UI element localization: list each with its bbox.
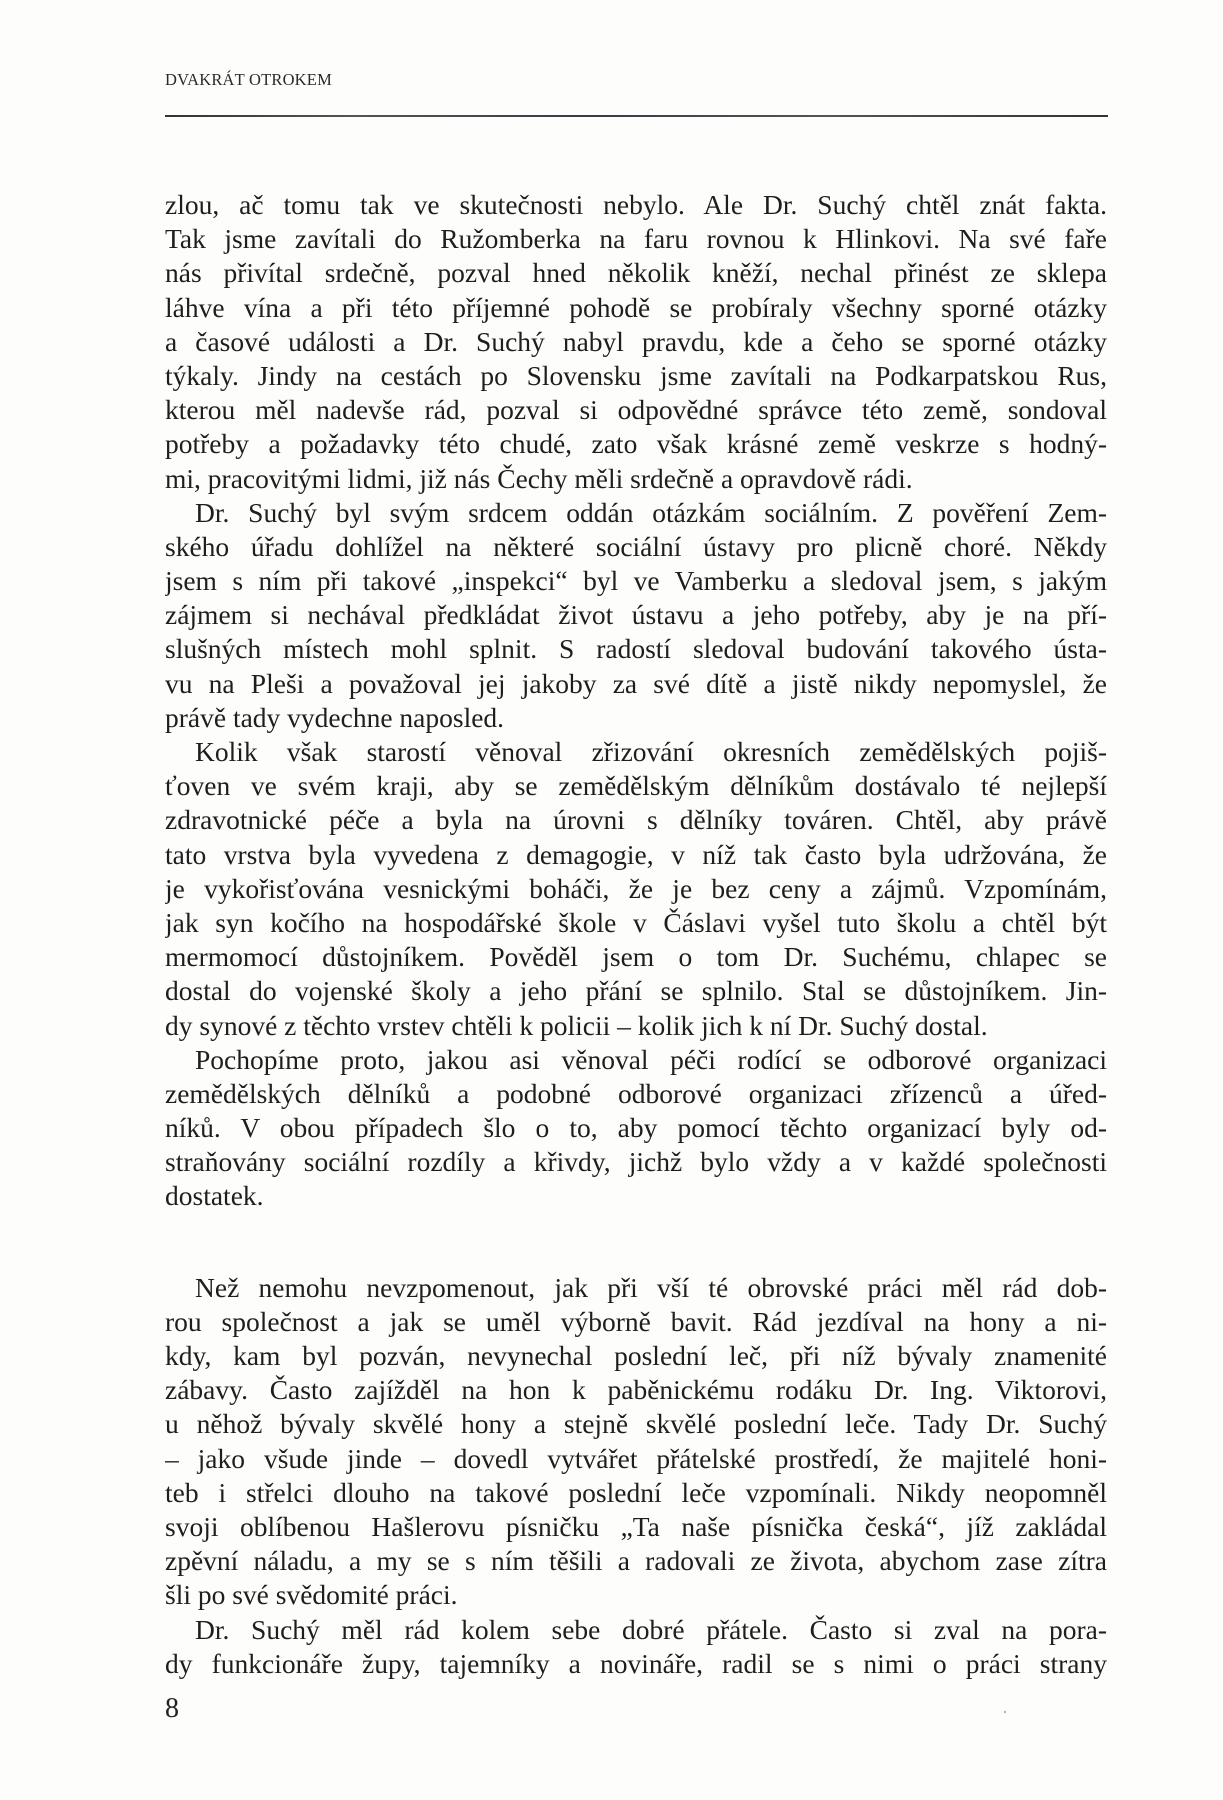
text-line: a časové události a Dr. Suchý nabyl pravdu, kde a čeho se sporné otázky [165, 325, 1107, 357]
text-line: zlou, ač tomu tak ve skutečnosti nebylo. Ale Dr. Suchý chtěl znát fakta. [165, 189, 1107, 220]
running-head: DVAKRÁT OTROKEM [165, 70, 332, 89]
text-line: rou společnost a jak se uměl výborně bavit. Rád jezdíval na hony a ni- [165, 1305, 1107, 1337]
text-line: ťoven ve svém kraji, aby se zemědělským dělníkům dostávalo té nejlepší [165, 770, 1107, 802]
text-line: Tak jsme zavítali do Ružomberka na faru rovnou k Hlinkovi. Na své faře [165, 223, 1107, 255]
text-line: šli po své svědomité práci. [165, 1579, 458, 1611]
text-line: slušných místech mohl splnit. S radostí sledoval budování takového ústa- [165, 633, 1107, 665]
text-line: mermomocí důstojníkem. Pověděl jsem o tom Dr. Suchému, chlapec se [165, 941, 1107, 973]
paragraph [165, 735, 1107, 1043]
text-line: potřeby a požadavky této chudé, zato však krásné země veskrze s hodný- [165, 428, 1107, 460]
text-line: Než nemohu nevzpomenout, jak při vší té obrovské práci měl rád dob- [195, 1271, 1107, 1303]
paragraph [165, 496, 1107, 735]
text-line: zdravotnické péče a byla na úrovni s dělníky továren. Chtěl, aby právě [165, 804, 1107, 836]
page-number: 8 [165, 1693, 179, 1724]
text-line: dostal do vojenské školy a jeho přání se splnilo. Stal se důstojníkem. Jin- [165, 975, 1107, 1007]
text-line: Dr. Suchý byl svým srdcem oddán otázkám sociálním. Z pověření Zem- [195, 496, 1107, 528]
header-rule [165, 115, 1108, 117]
text-line: straňovány sociální rozdíly a křivdy, jichž bylo vždy a v každé společnosti [165, 1146, 1107, 1178]
text-line: níků. V obou případech šlo o to, aby pomocí těchto organizací byly od- [165, 1112, 1107, 1144]
paragraph [165, 1271, 1107, 1613]
text-line: jak syn kočího na hospodářské škole v Čáslavi vyšel tuto školu a chtěl být [165, 906, 1107, 938]
text-line: vu na Pleši a považoval jej jakoby za své dítě a jistě nikdy nepomyslel, že [165, 667, 1107, 699]
text-line: jsem s ním při takové „inspekci“ byl ve Vamberku a sledoval jsem, s jakým [165, 565, 1107, 597]
text-line: týkaly. Jindy na cestách po Slovensku jsme zavítali na Podkarpatskou Rus, [165, 359, 1107, 391]
text-line: dy synové z těchto vrstev chtěli k policii – kolik jich k ní Dr. Suchý dostal. [165, 1009, 988, 1041]
text-line: zpěvní náladu, a my se s ním těšili a radovali ze života, abychom zase zítra [165, 1545, 1107, 1577]
scan-speck [1004, 1711, 1006, 1713]
text-line: dy funkcionáře župy, tajemníky a novináře, radil se s nimi o práci strany [165, 1647, 1107, 1679]
text-line: nás přivítal srdečně, pozval hned několik kněží, nechal přinést ze sklepa [165, 257, 1107, 289]
text-line: svoji oblíbenou Hašlerovu písničku „Ta naše písnička česká“, jíž zakládal [165, 1510, 1107, 1542]
paragraph [165, 188, 1107, 496]
body-text [165, 188, 1107, 1681]
text-line: zájmem si nechával předkládat život ústavu a jeho potřeby, aby je na pří- [165, 599, 1107, 631]
paragraph [165, 1043, 1107, 1214]
text-line: ského úřadu dohlížel na některé sociální ústavy pro plicně choré. Někdy [165, 530, 1107, 562]
text-line: kterou měl nadevše rád, pozval si odpovědné správce této země, sondoval [165, 394, 1107, 426]
text-line: dostatek. [165, 1180, 264, 1212]
text-line: Dr. Suchý měl rád kolem sebe dobré přátele. Často si zval na pora- [195, 1613, 1107, 1645]
section-break [165, 1214, 1107, 1271]
text-line: zemědělských dělníků a podobné odborové organizaci zřízenců a úřed- [165, 1077, 1107, 1109]
text-line: tato vrstva byla vyvedena z demagogie, v níž tak často byla udržována, že [165, 838, 1107, 870]
text-line: teb i střelci dlouho na takové poslední leče vzpomínali. Nikdy neopomněl [165, 1476, 1107, 1508]
text-line: u něhož bývaly skvělé hony a stejně skvělé poslední leče. Tady Dr. Suchý [165, 1408, 1107, 1440]
paragraph [165, 1613, 1107, 1681]
text-line: je vykořisťována vesnickými boháči, že je bez ceny a zájmů. Vzpomínám, [165, 872, 1107, 904]
text-line: Pochopíme proto, jakou asi věnoval péči rodící se odborové organizaci [195, 1043, 1107, 1075]
text-line: – jako všude jinde – dovedl vytvářet přátelské prostředí, že majitelé honi- [165, 1442, 1107, 1474]
text-line: mi, pracovitými lidmi, již nás Čechy měli srdečně a opravdově rádi. [165, 462, 913, 494]
text-line: Kolik však starostí věnoval zřizování okresních zemědělských pojiš- [195, 736, 1107, 767]
text-line: láhve vína a při této příjemné pohodě se probíraly všechny sporné otázky [165, 291, 1107, 323]
text-line: zábavy. Často zajížděl na hon k paběnickému rodáku Dr. Ing. Viktorovi, [165, 1374, 1107, 1406]
text-line: kdy, kam byl pozván, nevynechal poslední leč, při níž bývaly znamenité [165, 1340, 1107, 1371]
text-line: právě tady vydechne naposled. [165, 701, 505, 733]
